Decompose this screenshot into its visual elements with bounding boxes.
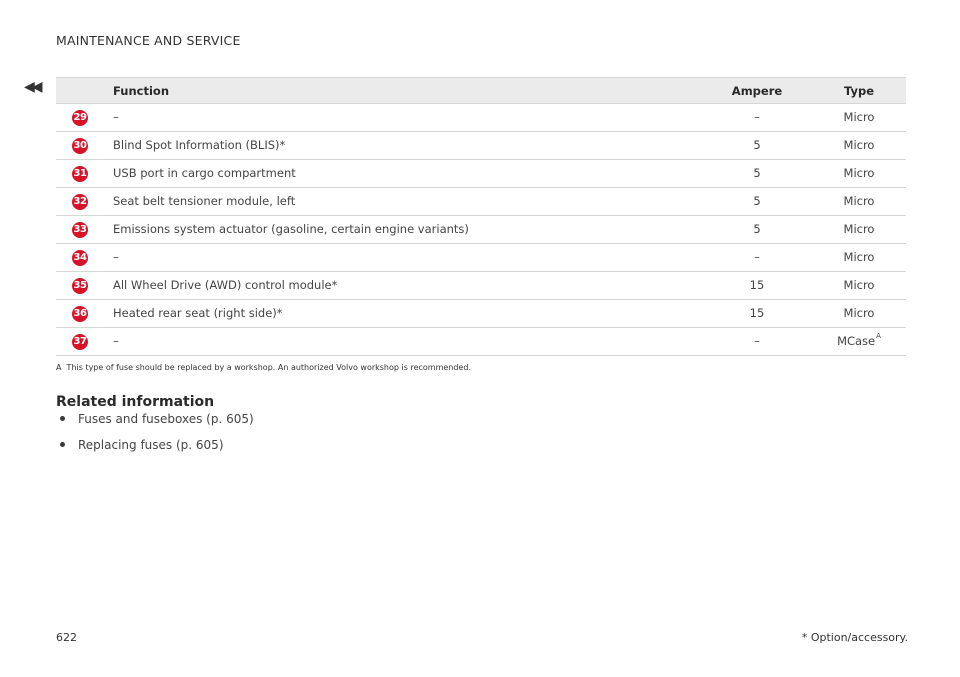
fuse-function-cell: – — [112, 244, 702, 272]
column-header-number — [56, 78, 112, 104]
fuse-type-cell — [812, 160, 906, 188]
fuse-type-label: Micro — [843, 138, 875, 152]
fuse-number-badge: 32 — [72, 194, 88, 210]
fuse-function-cell: Heated rear seat (right side)* — [112, 300, 702, 328]
table-row — [56, 160, 906, 188]
fuse-number-cell — [56, 160, 112, 188]
footnote-reference: A — [876, 332, 881, 340]
related-information-heading: Related information — [56, 394, 215, 410]
fuse-function-cell: Seat belt tensioner module, left — [112, 188, 702, 216]
fuse-number-cell — [56, 244, 112, 272]
fuse-function-cell: Blind Spot Information (BLIS)* — [112, 132, 702, 160]
fuse-type-cell — [812, 132, 906, 160]
fuse-number-badge: 34 — [72, 250, 88, 266]
table-header-row — [56, 78, 906, 104]
fuse-number-badge: 37 — [72, 334, 88, 350]
fuse-number-badge: 31 — [72, 166, 88, 182]
bullet-icon — [60, 442, 65, 447]
previous-page-icon[interactable]: ◀◀ — [24, 79, 40, 95]
fuse-type-label: Micro — [843, 250, 875, 264]
related-link-fuses-and-fuseboxes[interactable] — [56, 412, 254, 434]
table-row — [56, 132, 906, 160]
column-header-ampere: Ampere — [702, 78, 812, 104]
fuse-ampere-cell: 15 — [702, 300, 812, 328]
footnote-text: This type of fuse should be replaced by a workshop. An authorized Volvo workshop is recommended. — [66, 363, 471, 372]
fuse-table — [56, 77, 906, 356]
fuse-ampere-cell: – — [702, 244, 812, 272]
fuse-type-label: MCase — [837, 334, 876, 348]
fuse-ampere-cell: 5 — [702, 132, 812, 160]
fuse-ampere-cell: 5 — [702, 160, 812, 188]
table-row — [56, 328, 906, 356]
fuse-table-body — [56, 104, 906, 356]
fuse-number-cell — [56, 328, 112, 356]
footnote — [56, 363, 471, 372]
page-number: 622 — [56, 631, 77, 644]
page-header-title: MAINTENANCE AND SERVICE — [56, 33, 241, 48]
fuse-function-cell: – — [112, 104, 702, 132]
fuse-type-cell — [812, 104, 906, 132]
fuse-function-cell: Emissions system actuator (gasoline, certain engine variants) — [112, 216, 702, 244]
fuse-type-label: Micro — [843, 194, 875, 208]
fuse-number-cell — [56, 300, 112, 328]
related-information-list — [56, 412, 254, 460]
fuse-ampere-cell: 15 — [702, 272, 812, 300]
related-link-replacing-fuses[interactable] — [56, 438, 254, 460]
fuse-type-cell — [812, 300, 906, 328]
fuse-ampere-cell: – — [702, 104, 812, 132]
fuse-number-badge: 33 — [72, 222, 88, 238]
table-row — [56, 216, 906, 244]
fuse-number-cell — [56, 216, 112, 244]
column-header-type: Type — [812, 78, 906, 104]
fuse-number-badge: 36 — [72, 306, 88, 322]
fuse-number-cell — [56, 132, 112, 160]
fuse-ampere-cell: 5 — [702, 216, 812, 244]
related-link-label: Fuses and fuseboxes (p. 605) — [78, 412, 254, 426]
fuse-type-label: Micro — [843, 110, 875, 124]
fuse-number-cell — [56, 272, 112, 300]
bullet-icon — [60, 416, 65, 421]
fuse-type-label: Micro — [843, 306, 875, 320]
fuse-function-cell: – — [112, 328, 702, 356]
fuse-type-cell — [812, 272, 906, 300]
fuse-type-label: Micro — [843, 222, 875, 236]
fuse-type-label: Micro — [843, 166, 875, 180]
fuse-number-badge: 35 — [72, 278, 88, 294]
fuse-type-label: Micro — [843, 278, 875, 292]
fuse-type-cell — [812, 244, 906, 272]
column-header-function: Function — [112, 78, 702, 104]
option-accessory-note: * Option/accessory. — [801, 631, 908, 644]
table-row — [56, 244, 906, 272]
fuse-type-cell — [812, 216, 906, 244]
fuse-type-cell — [812, 188, 906, 216]
table-row — [56, 300, 906, 328]
table-row — [56, 188, 906, 216]
fuse-ampere-cell: 5 — [702, 188, 812, 216]
fuse-type-cell — [812, 328, 906, 356]
related-link-label: Replacing fuses (p. 605) — [78, 438, 224, 452]
fuse-ampere-cell: – — [702, 328, 812, 356]
fuse-function-cell: All Wheel Drive (AWD) control module* — [112, 272, 702, 300]
fuse-number-badge: 29 — [72, 110, 88, 126]
fuse-number-badge: 30 — [72, 138, 88, 154]
fuse-function-cell: USB port in cargo compartment — [112, 160, 702, 188]
fuse-number-cell — [56, 104, 112, 132]
footnote-mark: A — [56, 363, 62, 372]
table-row — [56, 104, 906, 132]
fuse-number-cell — [56, 188, 112, 216]
table-row — [56, 272, 906, 300]
